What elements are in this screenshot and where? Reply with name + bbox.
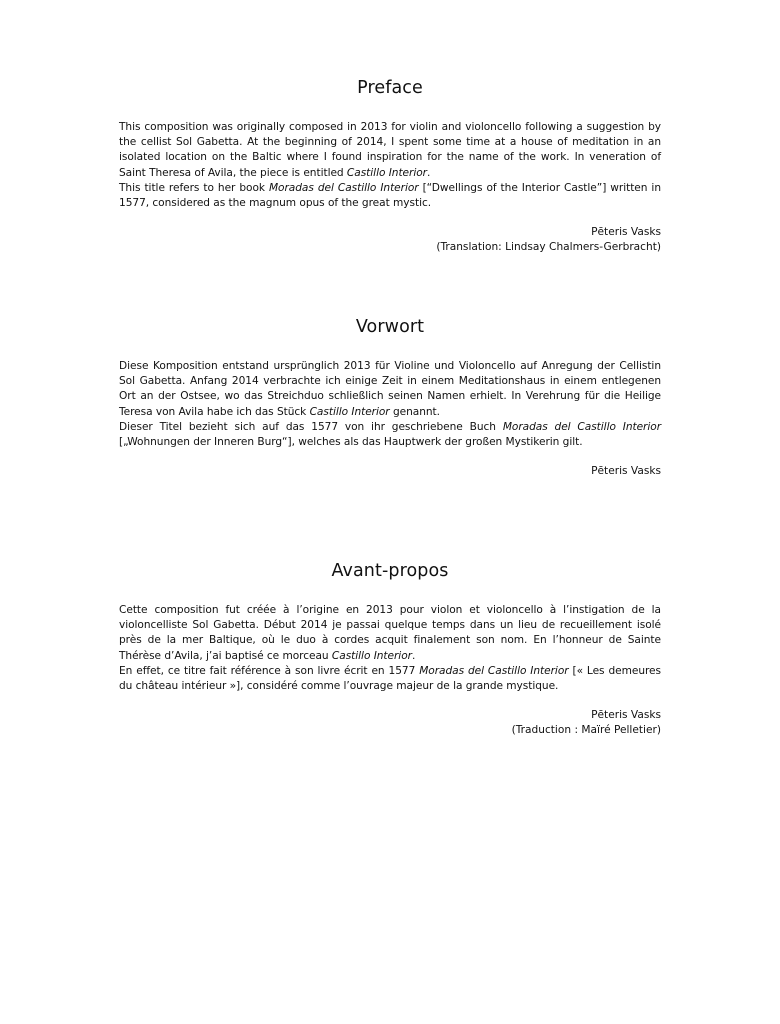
- avant-propos-text: En effet, ce titre fait référence à son livre écrit en 1577: [119, 664, 420, 677]
- author-name: Pēteris Vasks: [591, 465, 661, 478]
- avant-propos-text: [« Les demeures du château intérieur »], considéré comme l’ouvrage majeur de la grande mystique.: [119, 664, 661, 693]
- avant-propos-section: [119, 561, 661, 739]
- preface-text: This title refers to her book: [119, 181, 269, 194]
- translation-credit: (Traduction : Maïré Pelletier): [511, 724, 661, 737]
- vorwort-text: Dieser Titel bezieht sich auf das 1577 von ihr geschriebene Buch: [119, 420, 503, 433]
- avant-propos-paragraph-1: [119, 603, 661, 664]
- work-title: Castillo Interior: [346, 166, 427, 179]
- avant-propos-heading: Avant-propos: [331, 561, 449, 581]
- preface-heading: Preface: [357, 78, 423, 98]
- avant-propos-text: .: [411, 649, 416, 662]
- vorwort-heading: Vorwort: [355, 317, 425, 337]
- avant-propos-paragraph-2: [119, 664, 661, 694]
- avant-propos-text: Cette composition fut créée à l’origine en 2013 pour violon et violoncello à l’instigation de la violoncelliste Sol Gabetta. Début 2014 je passai quelque temps dans un lieu de recueillement isolé près de la mer Baltique, où le duo à cordes acquit finalement son nom. En l’honneur de Sainte Thérèse d’Avila, j’ai baptisé ce morceau: [119, 604, 661, 662]
- work-title: Castillo Interior: [309, 405, 390, 418]
- preface-text: This composition was originally composed in 2013 for violin and violoncello following a suggestion by the cellist Sol Gabetta. At the beginning of 2014, I spent some time at a house of meditation in an isolated location on the Baltic where I found inspiration for the name of the work. In veneration of Saint Theresa of Avila, the piece is entitled: [119, 121, 661, 179]
- vorwort-text: [„Wohnungen der Inneren Burg“], welches als das Hauptwerk der großen Mystikerin gilt.: [119, 436, 583, 449]
- book-title: Moradas del Castillo Interior: [502, 420, 661, 433]
- preface-text: .: [426, 166, 431, 179]
- preface-section: [119, 78, 661, 256]
- preface-signature: [119, 225, 661, 255]
- work-title: Castillo Interior: [331, 649, 412, 662]
- book-title: Moradas del Castillo Interior: [419, 664, 569, 677]
- book-title: Moradas del Castillo Interior: [268, 181, 419, 194]
- author-name: Pēteris Vasks: [591, 226, 661, 239]
- vorwort-signature: [119, 464, 661, 479]
- preface-text: [“Dwellings of the Interior Castle”] written in 1577, considered as the magnum opus of the great mystic.: [119, 181, 661, 210]
- vorwort-text: Diese Komposition entstand ursprünglich 2013 für Violine und Violoncello auf Anregung der Cellistin Sol Gabetta. Anfang 2014 verbrachte ich einige Zeit in einem Meditationshaus in einem entlegenen Ort an der Ostsee, wo das Streichduo schließlich seinen Namen erhielt. In Verehrung für die Heilige Teresa von Avila habe ich das Stück: [119, 360, 661, 418]
- vorwort-paragraph-1: [119, 359, 661, 420]
- preface-paragraph-2: [119, 181, 661, 211]
- preface-paragraph-1: [119, 120, 661, 181]
- vorwort-paragraph-2: [119, 420, 661, 450]
- author-name: Pēteris Vasks: [591, 709, 661, 722]
- translation-credit: (Translation: Lindsay Chalmers-Gerbracht): [436, 241, 661, 254]
- vorwort-section: [119, 317, 661, 479]
- avant-propos-signature: [119, 708, 661, 738]
- vorwort-text: genannt.: [389, 405, 440, 418]
